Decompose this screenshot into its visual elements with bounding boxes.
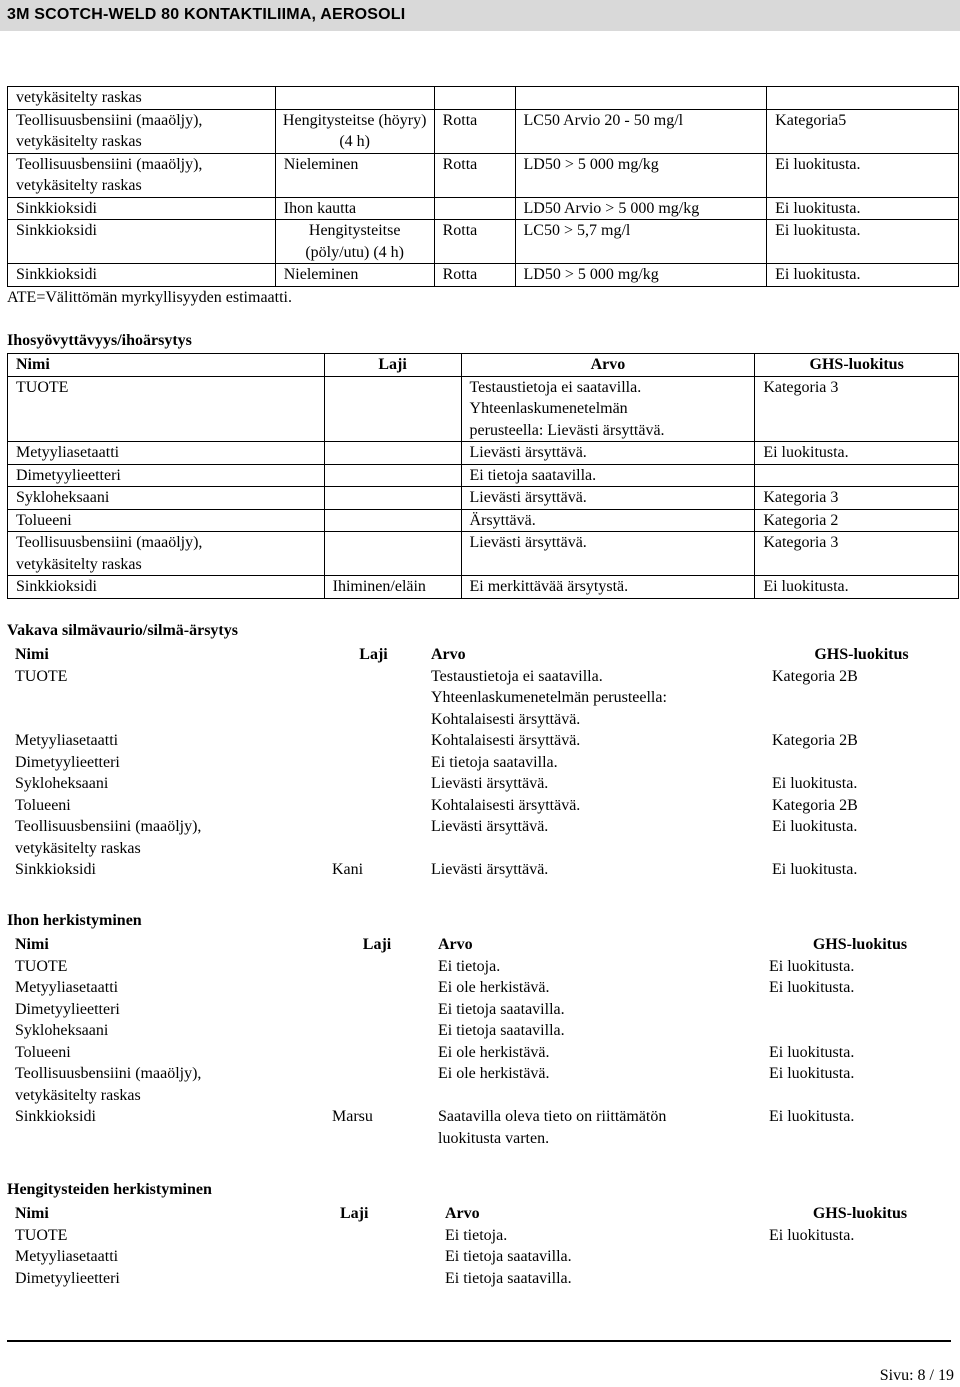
- cell-name: TUOTE: [15, 957, 68, 975]
- cell-ghs: Ei luokitusta.: [755, 442, 959, 465]
- cell-value: Ei merkittävää ärsytystä.: [461, 576, 755, 599]
- eye-damage-table: [7, 644, 959, 881]
- cell-value: Ei tietoja saatavilla.: [431, 753, 558, 771]
- cell-name: Teollisuusbensiini (maaöljy), vetykäsitelty raskas: [8, 109, 276, 153]
- cell-species: [324, 730, 423, 752]
- cell-name: Tolueeni: [15, 796, 71, 814]
- cell-ghs: Kategoria5: [767, 109, 959, 153]
- cell-name: Teollisuusbensiini (maaöljy), vetykäsitelty raskas: [8, 532, 325, 576]
- cell-species: Kani: [332, 861, 364, 878]
- table-row: [7, 859, 959, 881]
- header-arvo: Arvo: [431, 646, 466, 663]
- cell-value: LC50 Arvio 20 - 50 mg/l: [515, 109, 767, 153]
- cell-species: [434, 87, 515, 110]
- cell-route: Hengitysteitse (höyry) (4 h): [275, 109, 434, 153]
- cell-species: [332, 1268, 437, 1290]
- cell-value: [515, 87, 767, 110]
- cell-ghs: Ei luokitusta.: [755, 576, 959, 599]
- cell-ghs: Ei luokitusta.: [769, 1043, 855, 1061]
- cell-ghs: Ei luokitusta.: [769, 957, 855, 975]
- header-arvo: Arvo: [438, 936, 473, 953]
- cell-name: Sykloheksaani: [15, 1022, 109, 1039]
- cell-name: Dimetyylieetteri: [15, 1000, 120, 1018]
- cell-value: Ei ole herkistävä.: [438, 1043, 550, 1061]
- header-nimi: Nimi: [15, 1205, 49, 1222]
- cell-name: Teollisuusbensiini (maaöljy), vetykäsitelty raskas: [15, 1065, 202, 1104]
- cell-value: LD50 Arvio > 5 000 mg/kg: [515, 197, 767, 220]
- header-ghs: GHS-luokitus: [812, 1205, 908, 1222]
- cell-value: Ei ole herkistävä.: [438, 979, 550, 996]
- table-row: [7, 773, 959, 795]
- header-arvo: Arvo: [445, 1205, 480, 1222]
- table-row: [7, 1268, 959, 1290]
- cell-name: Tolueeni: [15, 1043, 71, 1061]
- section-title-respiratory-sensitisation: Hengitysteiden herkistyminen: [7, 1181, 212, 1198]
- cell-species: [324, 464, 461, 487]
- skin-sensitisation-table: [7, 934, 959, 1149]
- cell-species: [324, 666, 423, 731]
- section-title-skin-sensitisation: Ihon herkistyminen: [7, 912, 142, 929]
- skin-irritation-table: [7, 353, 959, 599]
- cell-ghs: [761, 1020, 959, 1042]
- cell-name: TUOTE: [15, 667, 68, 685]
- cell-species: Rotta: [434, 153, 515, 197]
- table-row: [7, 1020, 959, 1042]
- cell-value: Lievästi ärsyttävä.: [461, 487, 755, 510]
- cell-ghs: [761, 1268, 959, 1290]
- cell-name: Sinkkioksidi: [15, 1108, 96, 1125]
- cell-species: Rotta: [434, 109, 515, 153]
- cell-value: Ei tietoja saatavilla.: [445, 1269, 572, 1287]
- cell-ghs: Ei luokitusta.: [769, 1226, 855, 1244]
- header-nimi: Nimi: [15, 646, 49, 663]
- cell-value: Lievästi ärsyttävä.: [431, 861, 549, 878]
- cell-ghs: Ei luokitusta.: [767, 153, 959, 197]
- cell-value: Ärsyttävä.: [461, 509, 755, 532]
- table-row: [8, 87, 959, 110]
- table-header-row: [8, 354, 959, 377]
- header-nimi: Nimi: [8, 354, 325, 377]
- table-row: [7, 1246, 959, 1268]
- cell-species: [324, 999, 430, 1021]
- cell-value: Testaustietoja ei saatavilla. Yhteenlaskumenetelmän perusteella: Kohtalaisesti ärsyttävä.: [431, 667, 667, 728]
- cell-value: Saatavilla oleva tieto on riittämätön luokitusta varten.: [438, 1108, 667, 1147]
- cell-name: Teollisuusbensiini (maaöljy), vetykäsitelty raskas: [8, 153, 276, 197]
- cell-value: LD50 > 5 000 mg/kg: [515, 153, 767, 197]
- table-row: [8, 197, 959, 220]
- table-row: [8, 109, 959, 153]
- cell-ghs: Ei luokitusta.: [769, 1108, 855, 1125]
- cell-species: [324, 816, 423, 859]
- cell-name: Dimetyylieetteri: [15, 753, 120, 771]
- table-row: [7, 1106, 959, 1149]
- acute-toxicity-table: [7, 86, 959, 287]
- header-ghs: GHS-luokitus: [814, 646, 909, 663]
- cell-value: Ei tietoja.: [445, 1226, 508, 1244]
- cell-name: Sinkkioksidi: [8, 576, 325, 599]
- header-laji: Laji: [359, 646, 388, 663]
- cell-species: [324, 509, 461, 532]
- cell-species: [434, 197, 515, 220]
- table-row: [8, 442, 959, 465]
- header-laji: Laji: [340, 1205, 369, 1222]
- cell-name: Sinkkioksidi: [8, 220, 276, 264]
- cell-species: Rotta: [434, 264, 515, 287]
- table-row: [7, 1225, 959, 1247]
- cell-ghs: [755, 464, 959, 487]
- cell-species: [324, 442, 461, 465]
- cell-route: Hengitysteitse (pöly/utu) (4 h): [275, 220, 434, 264]
- cell-route: [275, 87, 434, 110]
- cell-name: Sinkkioksidi: [15, 861, 96, 878]
- cell-ghs: Ei luokitusta.: [767, 197, 959, 220]
- cell-species: [324, 977, 430, 999]
- table-row: [7, 816, 959, 859]
- cell-species: [324, 487, 461, 510]
- cell-name: Dimetyylieetteri: [15, 1269, 120, 1287]
- table-row: [7, 956, 959, 978]
- cell-ghs: Ei luokitusta.: [772, 775, 858, 792]
- cell-value: Lievästi ärsyttävä.: [431, 775, 549, 792]
- table-row: [7, 999, 959, 1021]
- section-title-eye-damage: Vakava silmävaurio/silmä-ärsytys: [7, 622, 238, 639]
- header-ghs: GHS-luokitus: [812, 936, 908, 953]
- cell-ghs: Kategoria 3: [755, 532, 959, 576]
- cell-value: Ei tietoja saatavilla.: [438, 1000, 565, 1018]
- cell-ghs: Ei luokitusta.: [772, 818, 858, 835]
- section-title-skin-irritation: Ihosyövyttävyys/ihoärsytys: [7, 332, 192, 349]
- table-row: [8, 487, 959, 510]
- cell-species: [324, 773, 423, 795]
- cell-ghs: Kategoria 2B: [772, 732, 858, 749]
- cell-value: Ei ole herkistävä.: [438, 1065, 550, 1082]
- document-title: 3M SCOTCH-WELD 80 KONTAKTILIIMA, AEROSOLI: [7, 6, 406, 23]
- table-row: [7, 730, 959, 752]
- cell-ghs: Kategoria 3: [755, 487, 959, 510]
- header-ghs: GHS-luokitus: [755, 354, 959, 377]
- table-row: [8, 264, 959, 287]
- table-row: [8, 153, 959, 197]
- cell-value: Lievästi ärsyttävä.: [461, 442, 755, 465]
- page-number: Sivu: 8 / 19: [879, 1367, 954, 1384]
- cell-ghs: Ei luokitusta.: [769, 979, 855, 996]
- table-row: [7, 795, 959, 817]
- cell-species: [324, 752, 423, 774]
- cell-value: LD50 > 5 000 mg/kg: [515, 264, 767, 287]
- ate-note: ATE=Välittömän myrkyllisyyden estimaatti.: [7, 289, 292, 306]
- cell-species: [324, 956, 430, 978]
- cell-value: Ei tietoja saatavilla.: [445, 1248, 572, 1265]
- cell-species: Marsu: [332, 1108, 373, 1125]
- cell-name: TUOTE: [8, 376, 325, 442]
- cell-ghs: [761, 999, 959, 1021]
- cell-species: Ihiminen/eläin: [324, 576, 461, 599]
- cell-ghs: Ei luokitusta.: [769, 1065, 855, 1082]
- table-row: [7, 666, 959, 731]
- cell-name: Metyyliasetaatti: [15, 979, 119, 996]
- cell-species: [324, 1020, 430, 1042]
- cell-species: [332, 1225, 437, 1247]
- table-row: [8, 220, 959, 264]
- table-row: [8, 532, 959, 576]
- cell-ghs: Kategoria 3: [755, 376, 959, 442]
- header-arvo: Arvo: [461, 354, 755, 377]
- cell-name: Metyyliasetaatti: [15, 732, 119, 749]
- table-row: [7, 1063, 959, 1106]
- cell-name: Sykloheksaani: [8, 487, 325, 510]
- cell-value: Ei tietoja.: [438, 957, 501, 975]
- cell-value: Lievästi ärsyttävä.: [431, 818, 549, 835]
- cell-route: Nieleminen: [275, 153, 434, 197]
- table-row: [8, 464, 959, 487]
- cell-name: Sykloheksaani: [15, 775, 109, 792]
- cell-species: [324, 1063, 430, 1106]
- cell-ghs: Kategoria 2B: [772, 796, 858, 814]
- cell-value: Ei tietoja saatavilla.: [438, 1022, 565, 1039]
- header-laji: Laji: [362, 936, 392, 953]
- cell-species: [332, 1246, 437, 1268]
- cell-value: Kohtalaisesti ärsyttävä.: [431, 796, 581, 814]
- table-header-row: [7, 934, 959, 956]
- cell-species: Rotta: [434, 220, 515, 264]
- table-row: [7, 1042, 959, 1064]
- cell-species: [324, 532, 461, 576]
- cell-value: Ei tietoja saatavilla.: [461, 464, 755, 487]
- cell-name: Dimetyylieetteri: [8, 464, 325, 487]
- cell-species: [324, 795, 423, 817]
- cell-ghs: Ei luokitusta.: [767, 264, 959, 287]
- table-row: [7, 752, 959, 774]
- cell-name: Metyyliasetaatti: [15, 1248, 119, 1265]
- cell-route: Ihon kautta: [275, 197, 434, 220]
- header-nimi: Nimi: [15, 936, 49, 953]
- header-laji: Laji: [324, 354, 461, 377]
- cell-ghs: Ei luokitusta.: [767, 220, 959, 264]
- cell-ghs: Kategoria 2: [755, 509, 959, 532]
- cell-value: Kohtalaisesti ärsyttävä.: [431, 732, 581, 749]
- table-row: [8, 576, 959, 599]
- cell-ghs: Kategoria 2B: [772, 667, 858, 685]
- cell-value: Lievästi ärsyttävä.: [461, 532, 755, 576]
- cell-value: LC50 > 5,7 mg/l: [515, 220, 767, 264]
- table-header-row: [7, 644, 959, 666]
- cell-name: Metyyliasetaatti: [8, 442, 325, 465]
- respiratory-sensitisation-table: [7, 1203, 959, 1289]
- cell-value: Testaustietoja ei saatavilla. Yhteenlaskumenetelmän perusteella: Lievästi ärsyttävä.: [461, 376, 755, 442]
- table-row: [8, 509, 959, 532]
- cell-species: [324, 1042, 430, 1064]
- table-header-row: [7, 1203, 959, 1225]
- cell-name: Sinkkioksidi: [8, 264, 276, 287]
- cell-ghs: [764, 752, 959, 774]
- footer-divider: [7, 1340, 951, 1342]
- table-row: [7, 977, 959, 999]
- cell-name: Tolueeni: [8, 509, 325, 532]
- cell-name: Teollisuusbensiini (maaöljy), vetykäsitelty raskas: [15, 818, 202, 857]
- cell-species: [324, 376, 461, 442]
- cell-name: TUOTE: [15, 1226, 68, 1244]
- table-row: [8, 376, 959, 442]
- cell-name: vetykäsitelty raskas: [8, 87, 276, 110]
- cell-route: Nieleminen: [275, 264, 434, 287]
- cell-ghs: [761, 1246, 959, 1268]
- cell-ghs: Ei luokitusta.: [772, 861, 858, 878]
- cell-ghs: [767, 87, 959, 110]
- cell-name: Sinkkioksidi: [8, 197, 276, 220]
